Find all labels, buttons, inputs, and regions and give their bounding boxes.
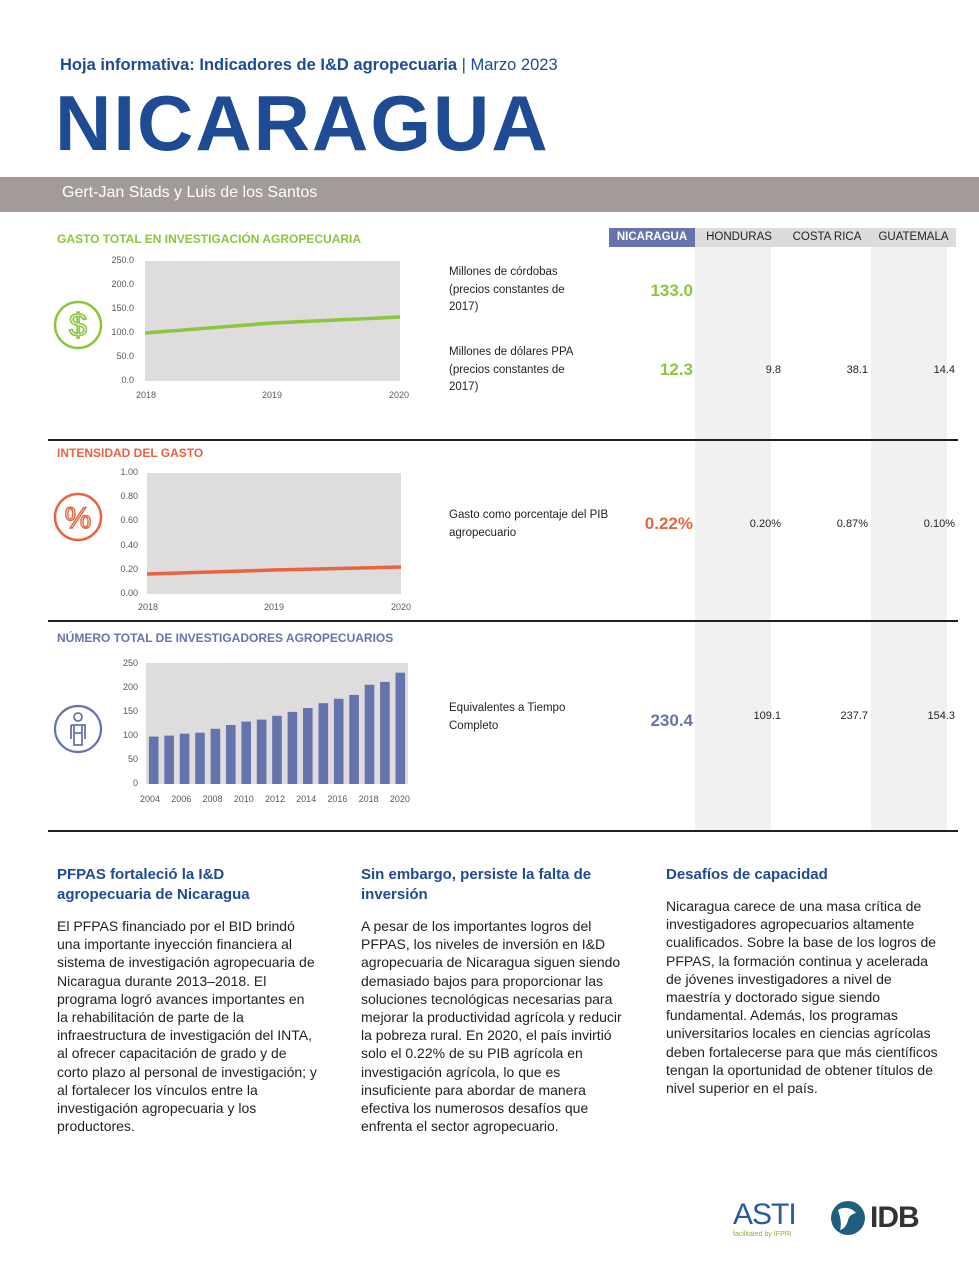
bar [149, 737, 159, 784]
value-guatemala-pib: 0.10% [923, 518, 955, 530]
bar [334, 699, 344, 784]
column-heading: Sin embargo, persiste la falta de inversión [361, 866, 592, 903]
x-tick: 2004 [140, 794, 161, 804]
bar [303, 708, 313, 784]
divider [48, 620, 958, 622]
value-guatemala-etc: 154.3 [927, 710, 955, 722]
bar [288, 712, 298, 784]
row-label-cordobas: Millones de córdobas (precios constantes de 2017) [449, 266, 565, 313]
row-label-pib: Gasto como porcentaje del PIB agropecuario [449, 509, 609, 539]
value-costa-rica-ppa: 38.1 [846, 364, 868, 376]
y-tick: 1.00 [120, 467, 138, 477]
y-tick: 200 [122, 682, 138, 692]
page-title: NICARAGUA [55, 79, 550, 167]
document-subtitle [60, 56, 558, 75]
bar [180, 734, 190, 784]
x-axis-investigadores [140, 794, 410, 804]
value-nicaragua-etc: 230.4 [650, 711, 693, 730]
section-title-investigadores: NÚMERO TOTAL DE INVESTIGADORES AGROPECUARIOS [57, 631, 394, 645]
x-tick: 2018 [358, 794, 379, 804]
idb-logo-text: IDB [870, 1201, 919, 1234]
bar [164, 736, 174, 784]
bar [380, 682, 390, 784]
author-bar [0, 177, 979, 212]
y-tick: 150 [122, 706, 138, 716]
section-title-intensidad: INTENSIDAD DEL GASTO [57, 446, 204, 460]
bar [319, 703, 329, 784]
x-tick: 2008 [202, 794, 223, 804]
bar [365, 685, 375, 784]
row-label-etc: Equivalentes a Tiempo Completo [449, 702, 566, 732]
x-tick: 2018 [137, 602, 159, 612]
y-tick: 0.00 [120, 588, 138, 598]
value-nicaragua-cordobas: 133.0 [650, 281, 693, 300]
bar [195, 733, 205, 784]
y-tick: 0.40 [120, 540, 138, 550]
text-column-2 [361, 865, 629, 1135]
idb-logo [830, 1200, 919, 1236]
y-tick: 250 [122, 658, 138, 668]
y-tick: 0 [132, 778, 138, 788]
y-tick: 150.0 [111, 303, 134, 313]
x-tick: 2016 [327, 794, 348, 804]
svg-text:$: $ [69, 307, 87, 343]
percent-icon [52, 491, 104, 543]
divider [48, 439, 958, 441]
bar [349, 695, 359, 784]
x-tick: 2010 [233, 794, 254, 804]
value-nicaragua-ppa: 12.3 [659, 360, 693, 379]
divider [48, 830, 958, 832]
y-tick: 0.0 [121, 375, 134, 385]
person-icon [52, 703, 104, 755]
subtitle-separator: | [457, 56, 471, 74]
bar-plot-investigadores [146, 663, 408, 784]
idb-globe-icon [830, 1200, 866, 1236]
x-tick: 2012 [264, 794, 285, 804]
column-body: El PFPAS financiado por el BID brindó una importante inyección financiera al sistema de investigación agropecuaria de Nicaragua durante 2013–2018. El programa logró avances importantes en la rehabilitación de parte de la infraestructura de investigación del INTA, al ofrecer capacitación de grado y de corto plazo al personal de investigación; y al fortalecer los vínculos entre la investigación agropecuaria y los productores. [57, 918, 317, 1135]
svg-text:%: % [64, 502, 92, 535]
bar [226, 725, 236, 784]
subtitle-date: Marzo 2023 [470, 56, 558, 74]
line-plot-intensidad [147, 473, 401, 594]
value-honduras-ppa: 9.8 [765, 364, 781, 376]
asti-logo [733, 1200, 796, 1238]
y-tick: 0.80 [120, 491, 138, 501]
y-tick: 100 [122, 730, 138, 740]
y-tick: 200.0 [111, 279, 134, 289]
bar [241, 722, 251, 784]
x-tick: 2020 [389, 794, 410, 804]
y-tick: 100.0 [111, 327, 134, 337]
column-bg-guatemala [871, 247, 947, 831]
bar [257, 720, 267, 784]
section-title-gasto: GASTO TOTAL EN INVESTIGACIÓN AGROPECUARIA [57, 232, 362, 246]
y-tick: 0.20 [120, 564, 138, 574]
subtitle-series: Hoja informativa: Indicadores de I&D agropecuaria [60, 56, 458, 74]
column-header-guatemala: GUATEMALA [871, 228, 956, 247]
asti-tagline: facilitated by IFPRI [733, 1231, 792, 1238]
x-tick: 2019 [263, 602, 285, 612]
value-costa-rica-etc: 237.7 [840, 710, 868, 722]
x-tick: 2006 [171, 794, 192, 804]
text-column-1 [57, 865, 319, 1135]
column-heading: PFPAS fortaleció la I&D agropecuaria de Nicaragua [57, 866, 250, 903]
text-column-3 [666, 865, 941, 1097]
y-tick: 0.60 [120, 515, 138, 525]
value-nicaragua-pib: 0.22% [644, 514, 693, 533]
authors: Gert-Jan Stads y Luis de los Santos [62, 184, 318, 201]
row-label-dolares-ppa: Millones de dólares PPA (precios constantes de 2017) [449, 346, 573, 393]
column-body: Nicaragua carece de una masa crítica de investigadores agropecuarios altamente cualificados. Sobre la base de los logros de PFPAS, la formación continua y acelerada de jóvenes investigadores a nivel de maestría y doctorado sigue siendo fundamental. Además, los programas universitarios locales en ciencias agrícolas deben fortalecerse para que más científicos tengan la oportunidad de obtener títulos de nivel superior en el país. [666, 898, 938, 1097]
x-tick: 2014 [296, 794, 317, 804]
x-tick: 2019 [261, 390, 283, 400]
column-bg-honduras [695, 247, 771, 831]
dollar-icon [52, 299, 104, 351]
y-tick: 50.0 [116, 351, 134, 361]
value-costa-rica-pib: 0.87% [836, 518, 868, 530]
value-honduras-pib: 0.20% [749, 518, 781, 530]
column-heading: Desafíos de capacidad [666, 866, 828, 883]
bar [396, 673, 406, 784]
bar [272, 716, 282, 784]
y-tick: 250.0 [111, 255, 134, 265]
x-tick: 2018 [135, 390, 157, 400]
x-tick: 2020 [388, 390, 410, 400]
x-tick: 2020 [390, 602, 412, 612]
asti-logo-text: ASTI [733, 1198, 796, 1231]
column-header-costa-rica: COSTA RICA [783, 228, 871, 247]
bar [211, 729, 221, 784]
column-header-nicaragua: NICARAGUA [609, 228, 695, 247]
value-guatemala-ppa: 14.4 [933, 364, 955, 376]
column-body: A pesar de los importantes logros del PFPAS, los niveles de inversión en I&D agropecuaria de Nicaragua siguen siendo demasiado bajos para proporcionar las soluciones tecnológicas necesarias para mejorar la productividad agrícola y reducir la pobreza rural. En 2020, el país invirtió solo el 0.22% de su PIB agrícola en investigación agrícola, lo que es insuficiente para abordar de manera efectiva los numerosos desafíos que enfrenta el sector agropecuario. [361, 918, 622, 1135]
value-honduras-etc: 109.1 [753, 710, 781, 722]
y-tick: 50 [127, 754, 138, 764]
column-header-honduras: HONDURAS [695, 228, 783, 247]
line-plot-gasto [145, 261, 400, 381]
